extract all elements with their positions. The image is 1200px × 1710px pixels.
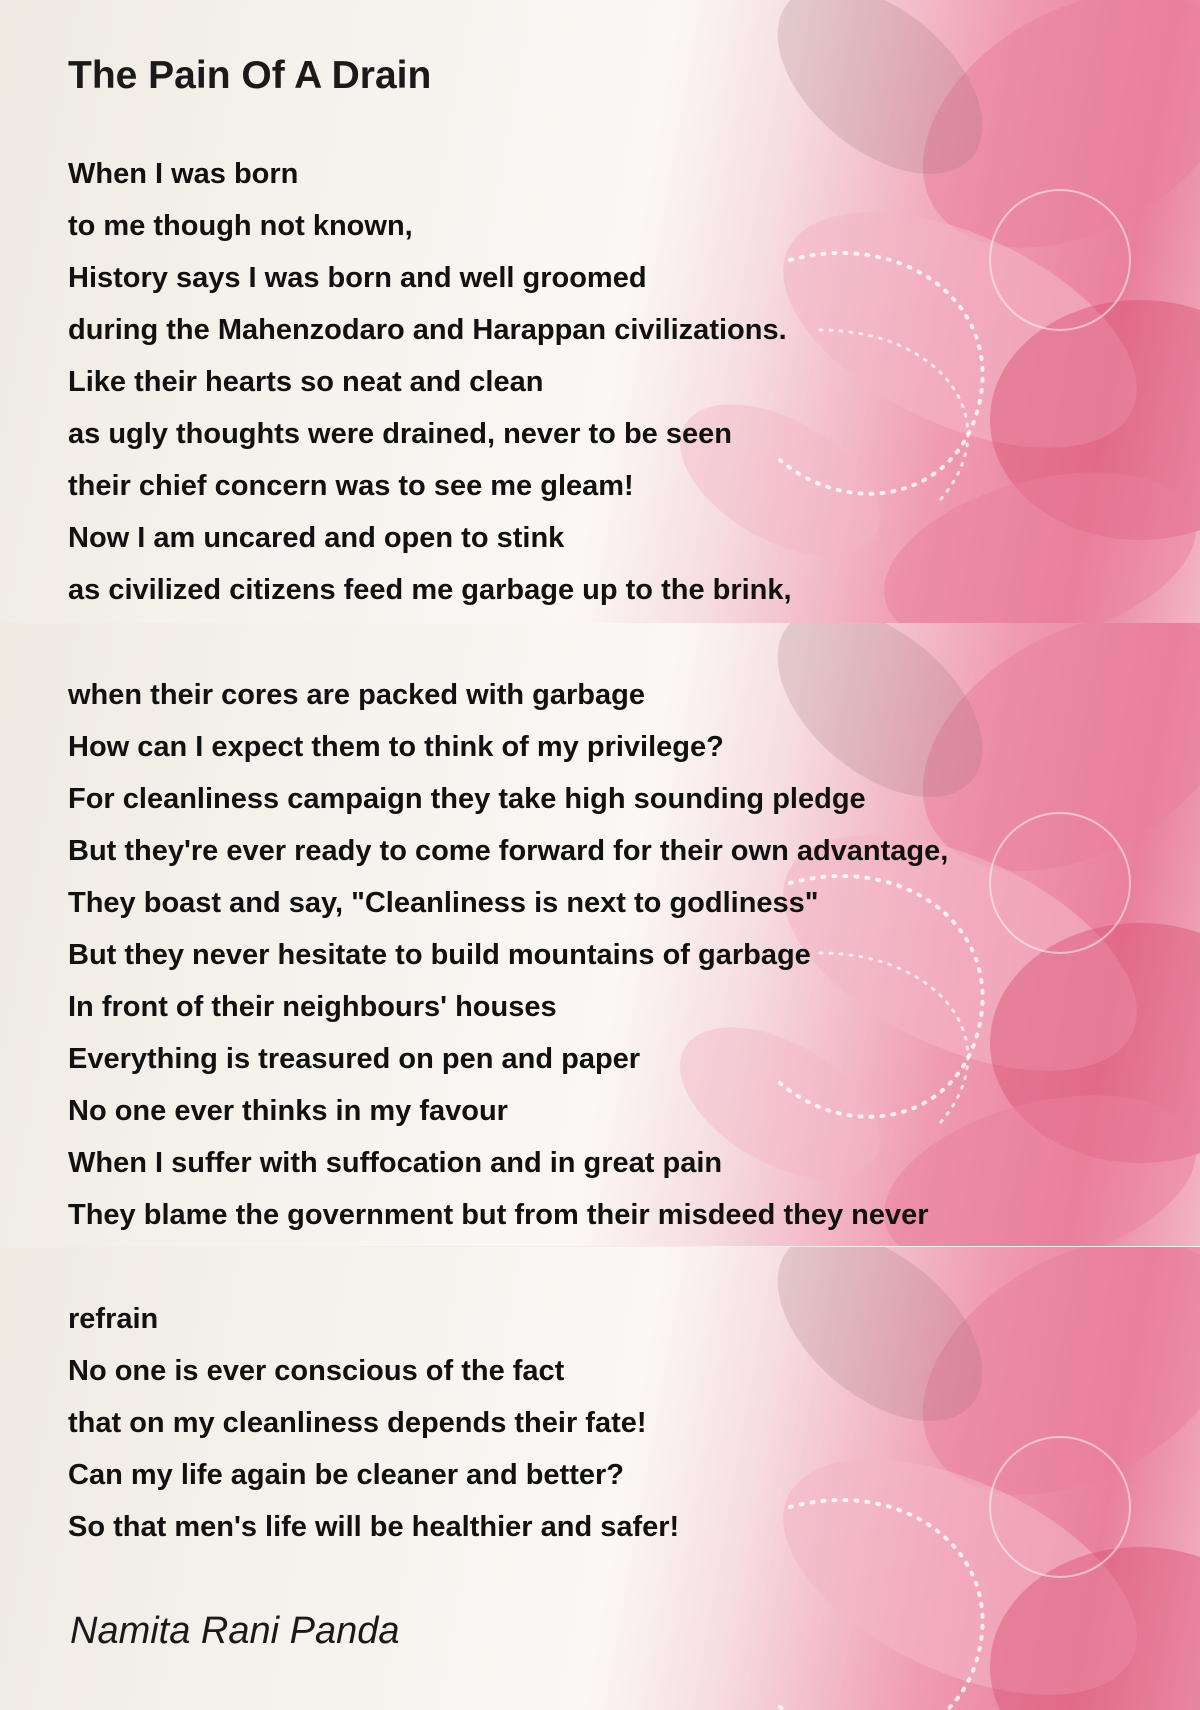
poem-line: How can I expect them to think of my privilege? (68, 731, 724, 763)
poem-line: So that men's life will be healthier and safer! (68, 1511, 680, 1543)
poem-line: For cleanliness campaign they take high sounding pledge (68, 783, 866, 815)
stanza-3 (68, 1293, 679, 1553)
poem-line: their chief concern was to see me gleam! (68, 470, 634, 502)
poem-title: The Pain Of A Drain (68, 54, 432, 97)
stanza-1 (68, 148, 792, 616)
stanza-2 (68, 669, 948, 1241)
poem-line: as ugly thoughts were drained, never to be seen (68, 418, 732, 450)
poem-line: to me though not known, (68, 210, 413, 242)
poem-line: Can my life again be cleaner and better? (68, 1459, 624, 1491)
poem-line: But they're ever ready to come forward for their own advantage, (68, 835, 949, 867)
poem-line: No one ever thinks in my favour (68, 1095, 508, 1127)
poem-line: Now I am uncared and open to stink (68, 522, 565, 554)
poem-line: during the Mahenzodaro and Harappan civilizations. (68, 314, 787, 346)
poem-line: refrain (68, 1303, 159, 1335)
poem-line: In front of their neighbours' houses (68, 991, 557, 1023)
poem-line: But they never hesitate to build mountains of garbage (68, 939, 811, 971)
poem-line: They blame the government but from their misdeed they never (68, 1199, 929, 1231)
poem-line: that on my cleanliness depends their fate! (68, 1407, 647, 1439)
poem-line: They boast and say, "Cleanliness is next to godliness" (68, 887, 819, 919)
poem-line: When I was born (68, 158, 299, 190)
poem-line: as civilized citizens feed me garbage up to the brink, (68, 574, 792, 606)
poem-line: Like their hearts so neat and clean (68, 366, 544, 398)
poem-line: When I suffer with suffocation and in great pain (68, 1147, 723, 1179)
poem-line: No one is ever conscious of the fact (68, 1355, 565, 1387)
author-name: Namita Rani Panda (70, 1610, 400, 1652)
poem-line: Everything is treasured on pen and paper (68, 1043, 641, 1075)
poem-line: when their cores are packed with garbage (68, 679, 645, 711)
poem-line: History says I was born and well groomed (68, 262, 647, 294)
